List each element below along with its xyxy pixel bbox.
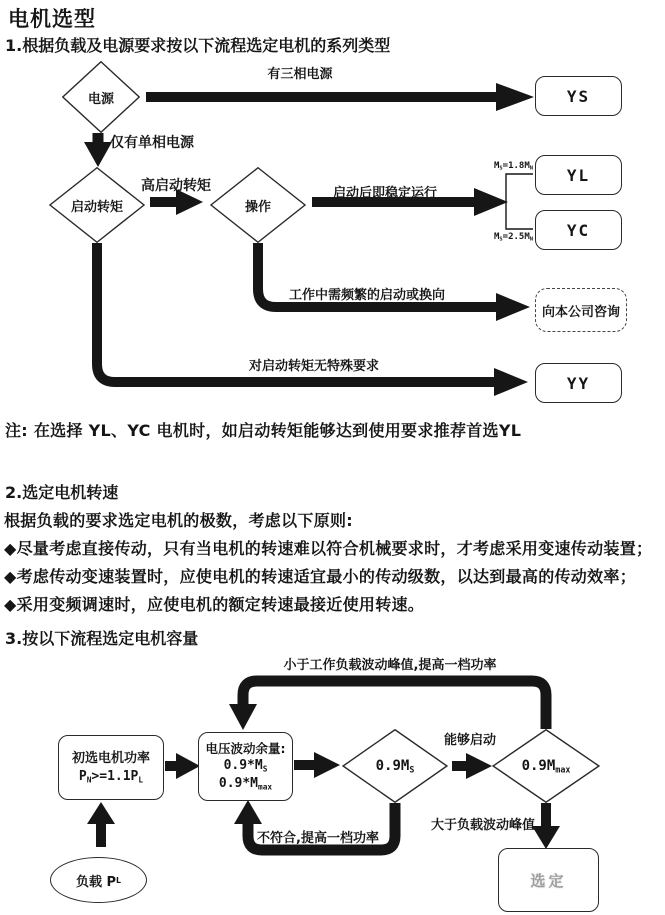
node-load: 负载 P L (50, 857, 147, 903)
node-voltage-margin-formula-2: $0.9*M_{max}$ (218, 775, 273, 791)
label-three-phase: 有三相电源 (267, 67, 333, 82)
section3-heading: 3.按以下流程选定电机容量 (5, 629, 199, 648)
arrow-margin-to-check-head (314, 752, 340, 778)
node-start-torque-decision (49, 167, 145, 243)
node-operation-label: 操作 (244, 199, 271, 215)
node-initial-power (58, 735, 164, 800)
arrow-power-to-margin-head (176, 753, 200, 779)
branch-yl-yc-bracket (506, 174, 533, 229)
section2-bullet-3: ◆采用变频调速时，应使电机的额定转速最接近使用转速。 (4, 595, 425, 614)
label-ms-1.8mn: $M_S=1.8M_N$ (493, 161, 533, 172)
label-stable-after-start: 启动后即稳定运行 (332, 186, 438, 201)
section1-note: 注: 在选择 YL、YC 电机时，如启动转矩能够达到使用要求推荐首选YL (5, 421, 522, 440)
node-initial-power-title: 初选电机功率 (71, 750, 150, 766)
node-consult-company: 向本公司咨询 (535, 288, 627, 332)
node-initial-power-formula: $P_N>=1.1P_L$ (78, 769, 144, 785)
node-selected: 选定 (498, 848, 599, 912)
page-title: 电机选型 (8, 7, 96, 31)
section2-intro: 根据负载的要求选定电机的极数，考虑以下原则: (4, 511, 353, 530)
section2-bullet-2: ◆考虑传动变速装置时，应使电机的转速适宜最小的传动级数，以达到最高的传动效率； (4, 567, 637, 586)
section2-bullet-1: ◆尽量考虑直接传动，只有当电机的转速难以符合机械要求时，才考虑采用变速传动装置； (4, 539, 653, 558)
loop-less-than-peak-shaft (243, 681, 546, 729)
label-less-than-peak: 小于工作负载波动峰值,提高一档功率 (283, 658, 497, 673)
section1-heading: 1.根据负载及电源要求按以下流程选定电机的系列类型 (5, 36, 391, 55)
arrow-three-phase-head (496, 83, 534, 111)
node-yc: YC (535, 210, 622, 250)
arrow-frequent-start-head (496, 293, 530, 321)
node-voltage-margin-title: 电压波动余量: (205, 740, 286, 756)
arrow-single-phase-head (84, 142, 112, 167)
node-voltage-margin (198, 732, 293, 801)
arrow-stable-run-head (474, 188, 508, 216)
node-check-max-torque (492, 729, 600, 803)
arrow-load-to-power-head (87, 802, 115, 824)
label-can-start: 能够启动 (443, 733, 497, 748)
label-not-meet: 不符合,提高一档功率 (257, 831, 379, 846)
arrow-can-start-head (466, 753, 492, 779)
loop-less-than-peak-head (229, 704, 257, 730)
flowchart-capacity-selection (0, 648, 665, 915)
label-no-special-requirement: 对启动转矩无特殊要求 (248, 359, 380, 374)
node-check-start-label: $0.9M_S$ (375, 757, 415, 775)
node-start-torque-label: 启动转矩 (70, 199, 123, 215)
arrow-greater-peak-head (532, 826, 560, 849)
arrow-no-special-head (494, 368, 528, 396)
node-power-decision (62, 61, 140, 133)
label-frequent-start-reverse: 工作中需频繁的启动或换向 (288, 288, 446, 303)
node-check-max-label: $0.9M_{max}$ (521, 757, 571, 775)
label-ms-2.5mn: $M_S=2.5M_N$ (493, 232, 533, 243)
label-high-start-torque: 高启动转矩 (141, 178, 211, 194)
flowchart-series-selection (0, 56, 665, 418)
node-check-start-torque (342, 729, 448, 803)
node-yl: YL (535, 155, 622, 195)
section2-heading: 2.选定电机转速 (5, 483, 119, 502)
node-yy: YY (535, 363, 622, 403)
node-operation-decision (210, 167, 306, 243)
node-ys: YS (535, 76, 622, 116)
label-single-phase: 仅有单相电源 (110, 135, 194, 151)
node-power-label: 电源 (87, 91, 114, 107)
node-voltage-margin-formula-1: $0.9*M_S$ (223, 757, 268, 774)
label-greater-than-peak: 大于负载波动峰值 (430, 818, 536, 833)
loop-not-meet-head (234, 800, 262, 824)
